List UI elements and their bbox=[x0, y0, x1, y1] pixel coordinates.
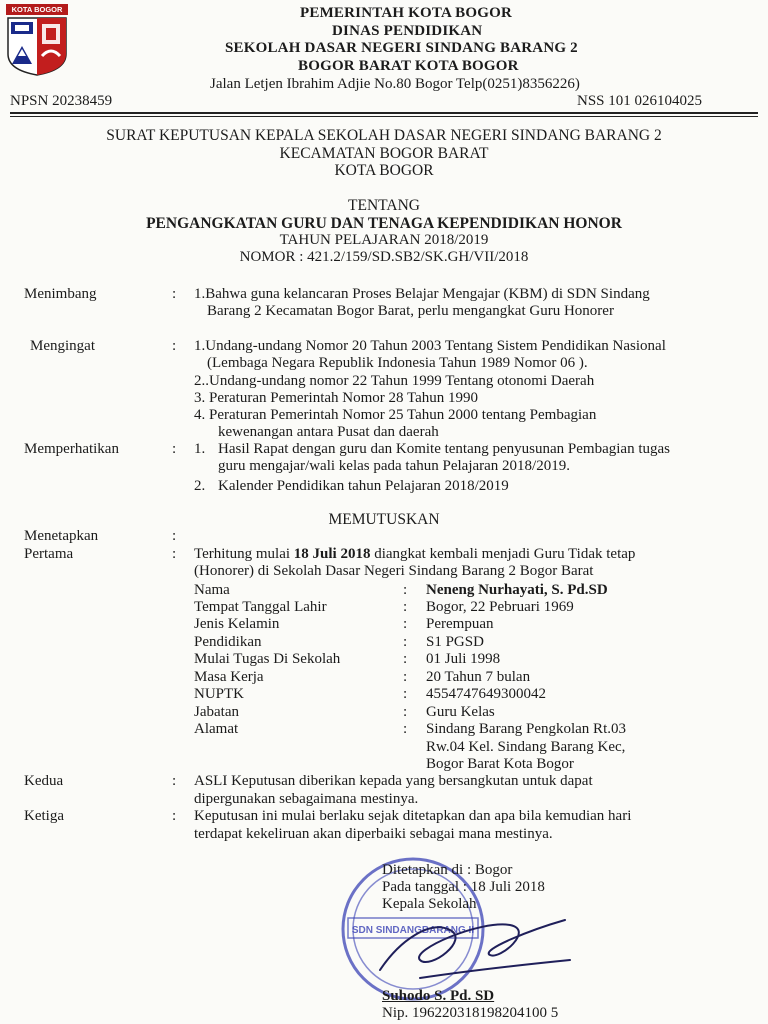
logo-banner: KOTA BOGOR bbox=[6, 4, 68, 15]
memperhatikan-item-2: Kalender Pendidikan tahun Pelajaran 2018/2019 bbox=[218, 478, 509, 494]
header-nss: NSS 101 026104025 bbox=[577, 93, 703, 109]
header-government: PEMERINTAH KOTA BOGOR bbox=[300, 5, 512, 21]
field-label-address: Alamat bbox=[194, 721, 239, 737]
menetapkan-colon: : bbox=[172, 528, 177, 544]
mengingat-item-1-cont: (Lembaga Negara Republik Indonesia Tahun 1989 Nomor 06 ). bbox=[207, 355, 588, 371]
decree-tentang: TENTANG bbox=[348, 197, 420, 214]
header-district: BOGOR BARAT KOTA BOGOR bbox=[298, 58, 519, 74]
sign-place: Ditetapkan di : Bogor bbox=[382, 862, 513, 878]
field-colon: : bbox=[403, 686, 408, 702]
mengingat-item-2: 2..Undang-undang nomor 22 Tahun 1999 Tentang otonomi Daerah bbox=[194, 373, 595, 389]
stamp-text: SDN SINDANGBARANG II bbox=[351, 925, 475, 936]
header-divider bbox=[10, 112, 758, 114]
handwritten-signature-icon bbox=[360, 900, 580, 990]
signer-nip: Nip. 196220318198204100 5 bbox=[382, 1005, 559, 1021]
field-value-nuptk: 4554747649300042 bbox=[426, 686, 546, 702]
decree-number: NOMOR : 421.2/159/SD.SB2/SK.GH/VII/2018 bbox=[239, 249, 529, 265]
mengingat-item-4: 4. Peraturan Pemerintah Nomor 25 Tahun 2000 tentang Pembagian bbox=[194, 407, 597, 423]
kedua-label: Kedua bbox=[24, 773, 64, 789]
field-colon: : bbox=[403, 669, 408, 685]
menimbang-label: Menimbang bbox=[24, 286, 97, 302]
memperhatikan-label: Memperhatikan bbox=[24, 441, 119, 457]
decree-title-district: KECAMATAN BOGOR BARAT bbox=[279, 145, 489, 162]
field-colon: : bbox=[403, 616, 408, 632]
memperhatikan-item-1: Hasil Rapat dengan guru dan Komite tentang penyusunan Pembagian tugas bbox=[218, 441, 670, 457]
header-address: Jalan Letjen Ibrahim Adjie No.80 Bogor Telp(0251)8356226) bbox=[210, 76, 580, 92]
field-value-ttl: Bogor, 22 Pebruari 1969 bbox=[426, 599, 574, 615]
field-value-gender: Perempuan bbox=[426, 616, 494, 632]
kedua-text: ASLI Keputusan diberikan kepada yang bersangkutan untuk dapat bbox=[194, 773, 593, 789]
memperhatikan-item-1-cont: guru mengajar/wali kelas pada tahun Pelajaran 2018/2019. bbox=[218, 458, 570, 474]
pertama-text-cont: (Honorer) di Sekolah Dasar Negeri Sindang Barang 2 Bogor Barat bbox=[194, 563, 594, 579]
pertama-start-date: 18 Juli 2018 bbox=[293, 546, 371, 562]
field-label-ttl: Tempat Tanggal Lahir bbox=[194, 599, 327, 615]
field-value-address: Sindang Barang Pengkolan Rt.03 bbox=[426, 721, 626, 737]
mengingat-item-1: 1.Undang-undang Nomor 20 Tahun 2003 Tentang Sistem Pendidikan Nasional bbox=[194, 338, 666, 354]
field-value-address-2: Rw.04 Kel. Sindang Barang Kec, bbox=[426, 739, 626, 755]
field-value-nama: Neneng Nurhayati, S. Pd.SD bbox=[426, 582, 608, 598]
mengingat-item-3: 3. Peraturan Pemerintah Nomor 28 Tahun 1990 bbox=[194, 390, 479, 406]
field-label-nuptk: NUPTK bbox=[194, 686, 245, 702]
field-value-tenure: 20 Tahun 7 bulan bbox=[426, 669, 531, 685]
header-agency: DINAS PENDIDIKAN bbox=[332, 23, 483, 39]
memperhatikan-num-1: 1. bbox=[194, 441, 206, 457]
field-label-position: Jabatan bbox=[194, 704, 239, 720]
field-colon: : bbox=[403, 599, 408, 615]
field-value-address-3: Bogor Barat Kota Bogor bbox=[426, 756, 574, 772]
ketiga-label: Ketiga bbox=[24, 808, 64, 824]
memperhatikan-num-2: 2. bbox=[194, 478, 206, 494]
pertama-label: Pertama bbox=[24, 546, 74, 562]
field-colon: : bbox=[403, 582, 408, 598]
field-value-position: Guru Kelas bbox=[426, 704, 495, 720]
field-colon: : bbox=[403, 704, 408, 720]
ketiga-text: Keputusan ini mulai berlaku sejak ditetapkan dan apa bila kemudian hari bbox=[194, 808, 632, 824]
kedua-colon: : bbox=[172, 773, 177, 789]
decree-subject: PENGANGKATAN GURU DAN TENAGA KEPENDIDIKAN HONOR bbox=[146, 215, 622, 232]
mengingat-label: Mengingat bbox=[30, 338, 95, 354]
ketiga-colon: : bbox=[172, 808, 177, 824]
pertama-colon: : bbox=[172, 546, 177, 562]
sign-position: Kepala Sekolah bbox=[382, 896, 477, 912]
header-school: SEKOLAH DASAR NEGERI SINDANG BARANG 2 bbox=[225, 40, 578, 56]
field-label-tenure: Masa Kerja bbox=[194, 669, 264, 685]
decree-year: TAHUN PELAJARAN 2018/2019 bbox=[279, 232, 489, 248]
header-npsn: NPSN 20238459 bbox=[10, 93, 113, 109]
pertama-text bbox=[194, 546, 635, 563]
kedua-text-cont: dipergunakan sebagaimana mestinya. bbox=[194, 791, 419, 807]
signer-name: Suhodo S. Pd. SD bbox=[382, 988, 495, 1004]
mengingat-colon: : bbox=[172, 338, 177, 354]
field-label-start: Mulai Tugas Di Sekolah bbox=[194, 651, 341, 667]
pertama-text-post: diangkat kembali menjadi Guru Tidak tetap bbox=[370, 546, 636, 562]
field-label-education: Pendidikan bbox=[194, 634, 262, 650]
menimbang-text-cont: Barang 2 Kecamatan Bogor Barat, perlu mengangkat Guru Honorer bbox=[207, 303, 614, 319]
city-crest-icon bbox=[6, 16, 68, 76]
header-divider-thin bbox=[10, 116, 758, 117]
menimbang-text: 1.Bahwa guna kelancaran Proses Belajar Mengajar (KBM) di SDN Sindang bbox=[194, 286, 650, 302]
decree-title: SURAT KEPUTUSAN KEPALA SEKOLAH DASAR NEGERI SINDANG BARANG 2 bbox=[106, 127, 662, 144]
sign-date: Pada tanggal : 18 Juli 2018 bbox=[382, 879, 545, 895]
decree-title-city: KOTA BOGOR bbox=[334, 162, 434, 179]
field-value-start: 01 Juli 1998 bbox=[426, 651, 501, 667]
pertama-text-pre: Terhitung mulai bbox=[194, 546, 294, 562]
field-value-education: S1 PGSD bbox=[426, 634, 484, 650]
memutuskan-heading: MEMUTUSKAN bbox=[328, 511, 440, 528]
mengingat-item-4-cont: kewenangan antara Pusat dan daerah bbox=[218, 424, 439, 440]
field-colon: : bbox=[403, 721, 408, 737]
field-colon: : bbox=[403, 634, 408, 650]
menetapkan-label: Menetapkan bbox=[24, 528, 99, 544]
city-logo bbox=[6, 4, 68, 76]
field-label-gender: Jenis Kelamin bbox=[194, 616, 280, 632]
ketiga-text-cont: terdapat kekeliruan akan diperbaiki sebagai mana mestinya. bbox=[194, 826, 553, 842]
field-colon: : bbox=[403, 651, 408, 667]
memperhatikan-colon: : bbox=[172, 441, 177, 457]
field-label-nama: Nama bbox=[194, 582, 230, 598]
menimbang-colon: : bbox=[172, 286, 177, 302]
